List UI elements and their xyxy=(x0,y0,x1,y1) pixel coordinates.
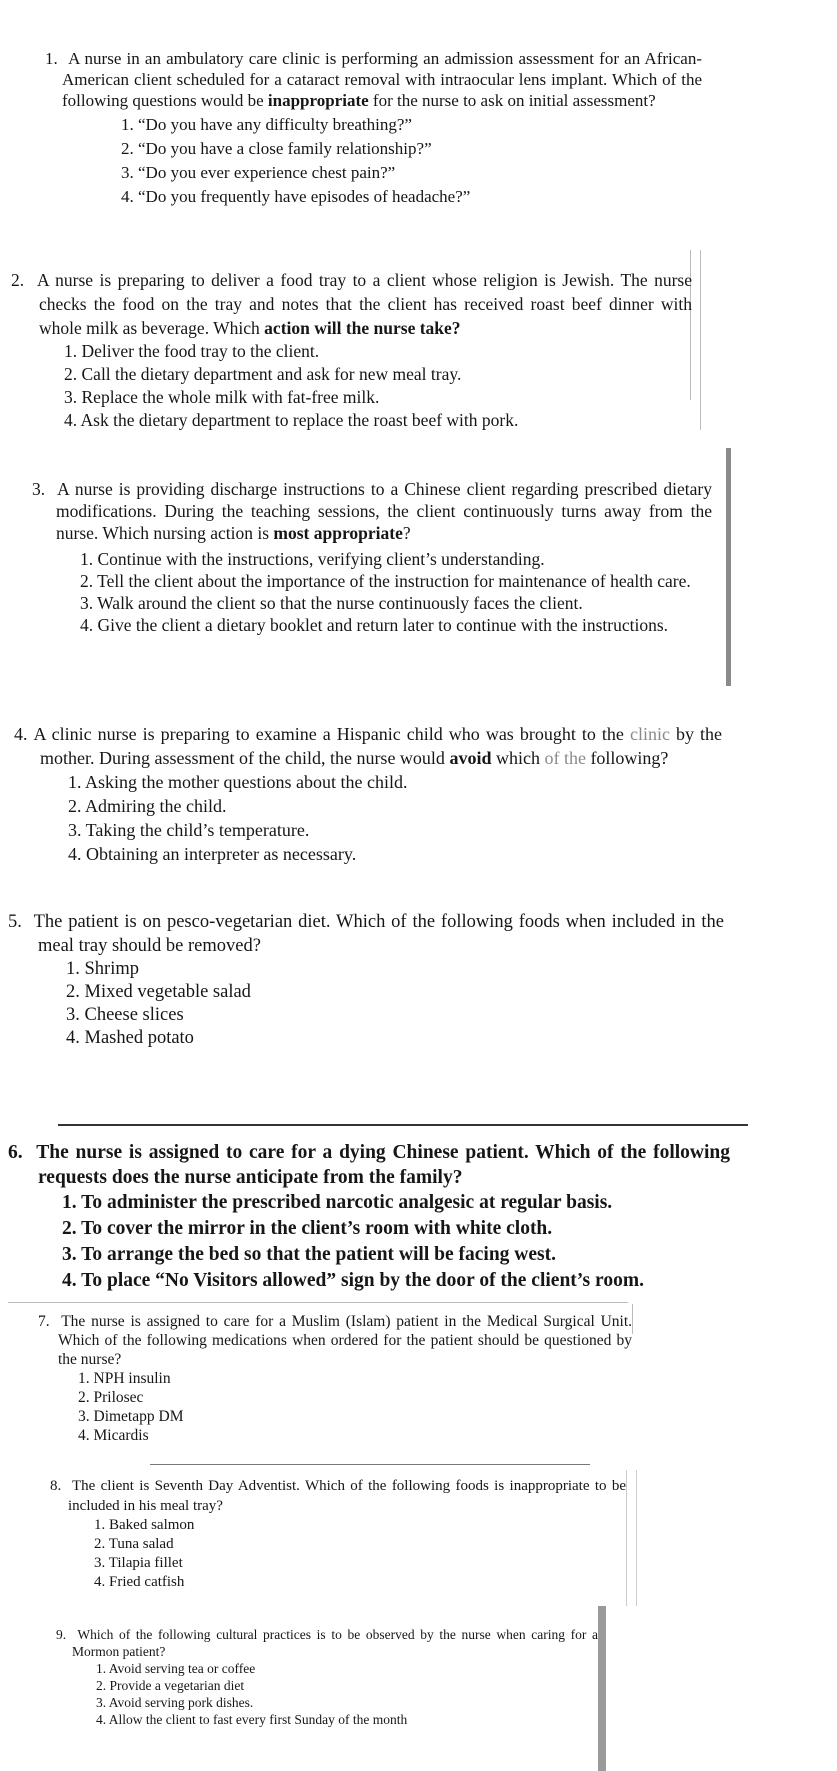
question-8 xyxy=(46,1476,626,1592)
option-4: 4. Obtaining an interpreter as necessary. xyxy=(68,844,357,864)
option-4: 4. Allow the client to fast every first Sunday of the month xyxy=(96,1712,408,1727)
stem-emphasis: most appropriate xyxy=(273,523,403,543)
question-number: 1. xyxy=(45,49,58,68)
option-list xyxy=(36,1369,632,1445)
question-4 xyxy=(6,722,722,866)
option-2: 2. To cover the mirror in the client’s room with white cloth. xyxy=(62,1218,553,1239)
stem-emphasis: action will the nurse take? xyxy=(264,318,461,338)
option-list xyxy=(4,1190,730,1294)
stem-text: Which of the following cultural practices is to be observed by the nurse when caring for a Mormon patient? xyxy=(72,1627,598,1659)
option-3: 3. Dimetapp DM xyxy=(78,1408,184,1425)
scan-edge-line xyxy=(632,1304,633,1334)
question-number: 2. xyxy=(11,270,25,290)
stem-text: for the nurse to ask on initial assessment? xyxy=(368,91,656,110)
option-2: 2. Mixed vegetable salad xyxy=(66,982,251,1002)
option-1: 1. Deliver the food tray to the client. xyxy=(64,341,320,361)
stem-emphasis: inappropriate xyxy=(267,91,369,110)
stem-text: by the mother. During assessment of the child, the nurse would xyxy=(40,724,722,768)
question-5 xyxy=(4,910,724,1050)
stem-text: A clinic nurse is preparing to examine a Hispanic child who was brought to the xyxy=(33,724,630,744)
option-1: 1. Continue with the instructions, verifying client’s understanding. xyxy=(80,549,545,569)
option-4: 4. Give the client a dietary booklet and return later to continue with the instructions. xyxy=(80,615,669,635)
option-2: 2. Admiring the child. xyxy=(68,796,227,816)
option-3: 3. Taking the child’s temperature. xyxy=(68,820,310,840)
question-stem xyxy=(46,1476,626,1516)
option-4: 4. “Do you frequently have episodes of headache?” xyxy=(121,187,471,206)
stem-emphasis: avoid xyxy=(449,748,492,768)
question-9 xyxy=(52,1626,598,1728)
stem-text: A nurse is providing discharge instructions to a Chinese client regarding prescribed dietary modifications. During the teaching sessions, the client continuously turns away from the nurse. Which nursing action is xyxy=(56,479,713,543)
scan-edge-line xyxy=(636,1470,637,1606)
stem-faded-text: clinic xyxy=(629,724,670,744)
option-list xyxy=(46,1516,626,1592)
question-number: 8. xyxy=(50,1478,62,1494)
question-number: 6. xyxy=(8,1142,23,1163)
option-2: 2. Provide a vegetarian diet xyxy=(96,1678,245,1693)
question-number: 9. xyxy=(56,1627,67,1642)
option-2: 2. Tuna salad xyxy=(94,1536,174,1552)
option-2: 2. Tell the client about the importance of the instruction for maintenance of health care. xyxy=(80,571,691,591)
question-stem xyxy=(4,1140,730,1190)
section-divider xyxy=(8,1302,628,1303)
option-list xyxy=(22,548,712,636)
option-3: 3. Tilapia fillet xyxy=(94,1555,183,1571)
stem-text: The patient is on pesco-vegetarian diet. Which of the following foods when included in the meal tray should be removed? xyxy=(33,912,725,956)
scan-edge-bar xyxy=(598,1606,606,1771)
stem-text: following? xyxy=(585,748,669,768)
option-2: 2. Call the dietary department and ask for new meal tray. xyxy=(64,364,462,384)
stem-text: The nurse is assigned to care for a dying Chinese patient. Which of the following requests does the nurse anticipate from the family? xyxy=(36,1142,731,1188)
stem-text: A nurse is preparing to deliver a food tray to a client whose religion is Jewish. The nurse checks the food on the tray and notes that the client has received roast beef dinner with whole milk as beverage. Which xyxy=(37,270,692,338)
stem-text: ? xyxy=(402,523,411,543)
option-1: 1. Shrimp xyxy=(66,959,139,979)
stem-text: The nurse is assigned to care for a Muslim (Islam) patient in the Medical Surgical Unit. Which of the following medications when ordered for the patient should be questioned by the nurse? xyxy=(58,1313,633,1368)
option-list xyxy=(52,1660,598,1728)
option-1: 1. “Do you have any difficulty breathing?” xyxy=(121,115,412,134)
question-number: 4. xyxy=(14,724,28,744)
section-divider xyxy=(150,1464,590,1465)
option-2: 2. Prilosec xyxy=(78,1389,144,1406)
question-1 xyxy=(34,48,702,209)
option-1: 1. Avoid serving tea or coffee xyxy=(96,1661,256,1676)
stem-text: A nurse in an ambulatory care clinic is performing an admission assessment for an African-American client scheduled for a cataract removal with intraocular lens implant. Which of the following questions would be xyxy=(62,49,702,110)
stem-text: The client is Seventh Day Adventist. Which of the following foods is inappropriate to be included in his meal tray? xyxy=(68,1478,627,1514)
scan-edge-line xyxy=(626,1470,627,1606)
question-2 xyxy=(4,268,692,432)
option-1: 1. Baked salmon xyxy=(94,1517,195,1533)
option-3: 3. “Do you ever experience chest pain?” xyxy=(121,163,396,182)
option-2: 2. “Do you have a close family relationship?” xyxy=(121,139,432,158)
question-number: 5. xyxy=(8,912,22,932)
option-list xyxy=(4,958,724,1050)
option-3: 3. Walk around the client so that the nurse continuously faces the client. xyxy=(80,593,583,613)
option-1: 1. To administer the prescribed narcotic analgesic at regular basis. xyxy=(62,1192,613,1213)
scan-edge-bar xyxy=(726,448,731,686)
option-4: 4. Micardis xyxy=(78,1427,149,1444)
option-list xyxy=(4,340,692,432)
option-3: 3. To arrange the bed so that the patient will be facing west. xyxy=(62,1244,556,1265)
stem-text: which xyxy=(491,748,545,768)
option-3: 3. Cheese slices xyxy=(66,1005,184,1025)
question-number: 3. xyxy=(32,479,46,499)
section-divider xyxy=(58,1124,748,1126)
option-3: 3. Avoid serving pork dishes. xyxy=(96,1695,254,1710)
question-6 xyxy=(4,1140,730,1294)
option-4: 4. Fried catfish xyxy=(94,1574,185,1590)
question-3 xyxy=(22,478,712,636)
scan-edge-line xyxy=(700,250,701,430)
question-stem xyxy=(4,910,724,958)
option-1: 1. NPH insulin xyxy=(78,1370,171,1387)
option-4: 4. To place “No Visitors allowed” sign by the door of the client’s room. xyxy=(62,1270,644,1291)
option-4: 4. Mashed potato xyxy=(66,1028,194,1048)
question-stem xyxy=(36,1312,632,1369)
question-stem xyxy=(6,722,722,770)
question-stem xyxy=(34,48,702,111)
option-1: 1. Asking the mother questions about the child. xyxy=(68,772,408,792)
question-7 xyxy=(36,1312,632,1445)
question-stem xyxy=(52,1626,598,1660)
question-stem xyxy=(22,478,712,544)
stem-faded-text: of the xyxy=(544,748,586,768)
option-list xyxy=(6,770,722,866)
option-list xyxy=(34,113,702,209)
option-4: 4. Ask the dietary department to replace the roast beef with pork. xyxy=(64,410,519,430)
question-number: 7. xyxy=(38,1313,50,1330)
question-stem xyxy=(4,268,692,340)
option-3: 3. Replace the whole milk with fat-free milk. xyxy=(64,387,380,407)
